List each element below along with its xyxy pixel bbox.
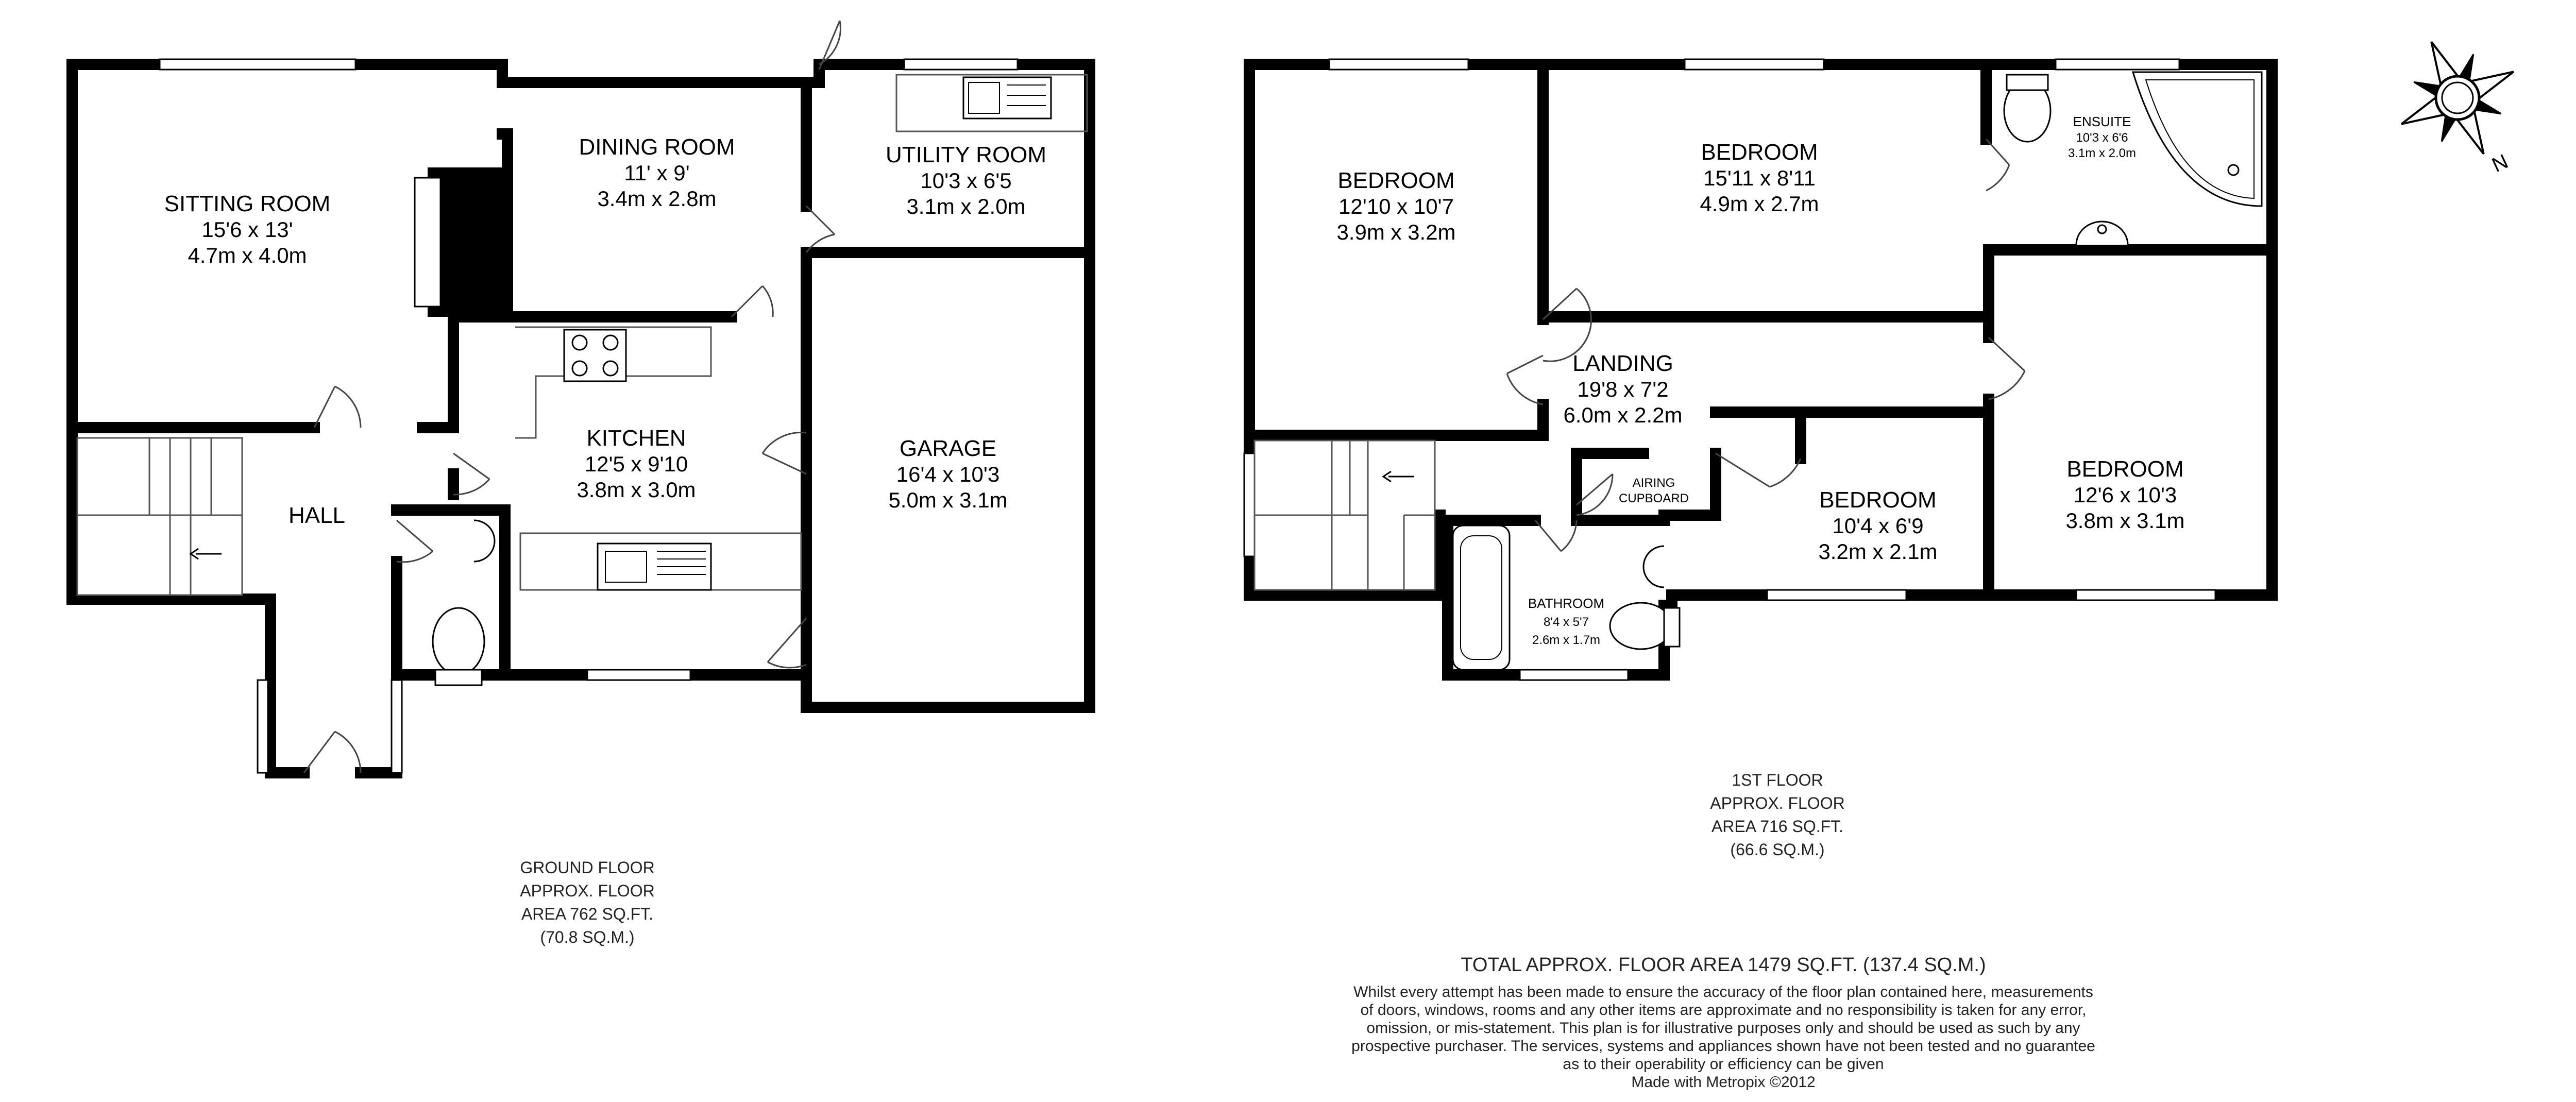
room-metric: 3.8m x 3.1m [2065, 508, 2185, 533]
room-name: BEDROOM [2066, 456, 2184, 482]
room-imperial: 10'3 x 6'5 [920, 168, 1012, 193]
window-stair [1244, 453, 1255, 556]
room-imperial: 15'11 x 8'11 [1703, 166, 1816, 190]
disclaimer [1351, 984, 2095, 1091]
wc-toilet-icon [433, 608, 484, 675]
room-imperial: 16'4 x 10'3 [896, 462, 1000, 486]
hob-icon [564, 330, 626, 381]
bath-icon [1453, 525, 1510, 670]
fireplace-hearth [415, 178, 440, 307]
window-bedroom-2 [1685, 59, 1824, 70]
kitchen-garage-door [762, 432, 806, 474]
compass-rose-icon [2376, 16, 2540, 180]
airing-cupboard-label: CUPBOARD [1618, 491, 1689, 505]
window-bathroom [1520, 670, 1628, 680]
room-name: ENSUITE [2073, 114, 2131, 129]
room-name: BEDROOM [1337, 168, 1455, 193]
bedroom3-door [1989, 337, 2025, 399]
wc-door [397, 520, 433, 562]
room-metric: 3.8m x 3.0m [577, 478, 696, 502]
ground-floor-plan [72, 21, 1090, 773]
garage-west-wall [806, 252, 811, 603]
bedroom1-door [1507, 355, 1543, 404]
room-name: BEDROOM [1819, 487, 1937, 513]
front-door [304, 732, 361, 773]
room-name: UTILITY ROOM [885, 142, 1047, 167]
metropix-credit: Made with Metropix ©2012 [1631, 1074, 1816, 1091]
room-metric: 2.6m x 1.7m [1532, 633, 1601, 647]
room-metric: 6.0m x 2.2m [1563, 403, 1683, 427]
room-imperial: 8'4 x 5'7 [1544, 615, 1589, 629]
room-imperial: 15'6 x 13' [201, 217, 293, 242]
floor-area-line: 1ST FLOOR [1732, 771, 1823, 789]
room-name: SITTING ROOM [164, 191, 331, 216]
room-metric: 4.7m x 4.0m [188, 243, 307, 267]
room-metric: 3.9m x 3.2m [1336, 220, 1456, 244]
ensuite-door [1986, 139, 2009, 191]
ground-floor-outer-wall-bottom [361, 675, 806, 773]
compass-north-label: N [2488, 150, 2512, 177]
room-imperial: 12'6 x 10'3 [2073, 483, 2177, 507]
bedroom1-south-wall [1249, 404, 1543, 435]
window-porch-right [392, 680, 402, 773]
garage-side-door [768, 618, 806, 668]
room-metric: 3.1m x 2.0m [906, 194, 1026, 218]
disclaimer-line: omission, or mis-statement. This plan is for illustrative purposes only and should be used as such by any [1366, 1020, 2080, 1037]
room-imperial: 10'4 x 6'9 [1832, 514, 1924, 538]
floor-area-line: APPROX. FLOOR [520, 881, 655, 900]
floor-area-line: GROUND FLOOR [520, 858, 655, 877]
room-name: HALL [288, 503, 346, 528]
bathroom-basin-icon [1643, 546, 1664, 587]
room-metric: 3.1m x 2.0m [2067, 146, 2137, 160]
landing-east-wall [1716, 412, 1801, 459]
room-metric: 3.4m x 2.8m [597, 187, 717, 211]
bedroom4-door [1716, 453, 1801, 487]
room-imperial: 10'3 x 6'6 [2076, 131, 2128, 145]
first-floor-stairs [1255, 440, 1435, 590]
window-sitting-room [160, 59, 355, 70]
wc-basin-icon [474, 520, 495, 562]
room-name: DINING ROOM [579, 134, 735, 160]
disclaimer-line: of doors, windows, rooms and any other items are approximate and no responsibility is taken for any error, [1360, 1002, 2087, 1019]
ground-floor-outer-wall-left [72, 64, 304, 773]
room-imperial: 19'8 x 7'2 [1577, 377, 1669, 401]
disclaimer-line: prospective purchaser. The services, systems and appliances shown have not been tested and no guarantee [1351, 1038, 2095, 1055]
dining-kitchen-door [732, 286, 773, 317]
disclaimer-line: as to their operability or efficiency can be given [1563, 1056, 1884, 1073]
window-ensuite [2056, 59, 2179, 70]
sitting-room-door [314, 386, 361, 428]
floor-area-line: AREA 716 SQ.FT. [1711, 817, 1844, 836]
first-floor-labels [1336, 114, 2184, 859]
window-bedroom-1 [1329, 59, 1468, 70]
corner-bath-icon [2133, 72, 2262, 206]
airing-cupboard-label: AIRING [1632, 476, 1675, 490]
floor-area-line: AREA 762 SQ.FT. [521, 905, 654, 923]
bedroom2-door [1543, 289, 1591, 361]
window-porch-left [258, 680, 268, 773]
room-metric: 5.0m x 3.1m [888, 488, 1008, 512]
window-bedroom-4 [1767, 590, 1906, 600]
room-metric: 4.9m x 2.7m [1700, 192, 1819, 216]
room-name: BATHROOM [1528, 596, 1605, 611]
disclaimer-line: Whilst every attempt has been made to ensure the accuracy of the floor plan contained here, measurements [1353, 984, 2093, 1001]
total-floor-area: TOTAL APPROX. FLOOR AREA 1479 SQ.FT. (137.4 SQ.M.) [1461, 954, 1986, 976]
room-name: KITCHEN [586, 426, 686, 451]
floor-area-line: (70.8 SQ.M.) [540, 928, 635, 946]
room-imperial: 12'10 x 10'7 [1338, 194, 1454, 218]
floor-area-line: (66.6 SQ.M.) [1730, 840, 1825, 859]
room-name: BEDROOM [1701, 140, 1818, 165]
utility-sink-icon [963, 77, 1051, 118]
window-utility [904, 59, 1018, 70]
room-name: GARAGE [899, 436, 997, 461]
room-imperial: 11' x 9' [624, 161, 690, 185]
ground-floor-stairs [77, 438, 242, 595]
utility-inner-door [806, 206, 835, 252]
window-kitchen [587, 670, 690, 680]
room-metric: 3.2m x 2.1m [1818, 539, 1938, 564]
room-imperial: 12'5 x 9'10 [584, 452, 688, 476]
bathroom-door [1535, 520, 1577, 551]
bathroom-toilet-icon [1610, 603, 1672, 649]
window-bedroom-3 [2076, 590, 2215, 600]
room-name: LANDING [1572, 351, 1673, 376]
floor-area-line: APPROX. FLOOR [1710, 794, 1845, 812]
